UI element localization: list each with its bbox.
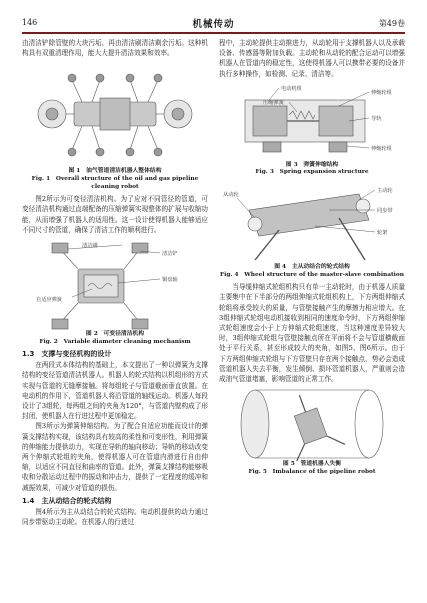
figure-1-drawing bbox=[22, 62, 208, 168]
fig3-label-lower: 伸缩轮组 bbox=[371, 145, 392, 152]
fig3-label-rail: 导轨 bbox=[371, 115, 382, 122]
fig2-label-shovel: 清洁铲 bbox=[162, 251, 178, 257]
figure-2 bbox=[22, 239, 208, 331]
fig4-label-motor: 主动轮 bbox=[377, 188, 393, 194]
figure-5-caption-zh: 图 5 管道机器人失衡 bbox=[282, 461, 342, 468]
figure-2-caption bbox=[22, 331, 208, 346]
fig3-label-guide: 伸缩轮组 bbox=[371, 89, 392, 96]
figure-2-drawing bbox=[22, 239, 208, 331]
figure-3-caption-zh: 图 3 弹簧伸缩结构 bbox=[285, 161, 339, 168]
section-1-4-heading: 1.4 主从动结合的轮式结构 bbox=[22, 496, 112, 505]
section-1-3-paragraph-1: 在两段式本体结构的基础上，本文提出了一种以弹簧为支撑结构的变径管道清洁机器人。机器人的轮式结构以机组形的方式实现与管道的无缝摩接触。将每组轮子与管道截面垂直放置。在电动机的作用下，管道机器人将沿管道的轴线运动。机器人每段设计了3组轮，每两组之间的夹角为120°，与管道内壁构成了形封闭，使机器人在行进过程中更加稳定。 bbox=[22, 361, 208, 421]
figure-3 bbox=[219, 82, 405, 162]
figure-4-drawing bbox=[219, 180, 405, 264]
figure-5-caption-en: Fig. 5 Imbalance of the pipeline robot bbox=[248, 468, 376, 475]
figure-1-caption-zh: 图 1 油气管道清洁机器人整体结构 bbox=[68, 168, 162, 175]
figure-1-caption-en: Fig. 1 Overall structure of the oil and gas pipeline cleaning robot bbox=[31, 176, 199, 190]
fig2-label-spring: 自适应弹簧 bbox=[36, 297, 62, 303]
left-top-paragraph: 由清洁铲除管壁的大块污垢，再由清洁刷清洁剩余污垢。这种机构具有双重清理作用，能大大提升清洁效果和效率。 bbox=[22, 39, 208, 58]
figure-4 bbox=[219, 180, 405, 264]
section-1-3-paragraph-2: 图3所示为弹簧伸缩结构。为了配合自适应功能而设计的弹簧支撑结构实现，该结构具有较高的柔性和可变形性，利用弹簧的伸缩能力提供动力，实现在导轨的轴向移动；导轨的移动改变两个伸缩式轮组的夹角，使得机器人可在管道内滑进行自由伸缩，以适应不同直径和曲率的管道。此外，弹簧支撑结构能够吸收和分散运动过程中的振动和冲击力，提供了一定程度的缓冲和减振效果，可减少对管道的损伤。 bbox=[22, 422, 208, 492]
figure-3-drawing bbox=[219, 82, 405, 162]
fig2-label-bracket: 铜盘轴 bbox=[162, 277, 178, 283]
figure-4-caption bbox=[219, 264, 405, 279]
volume-label: 第49卷 bbox=[378, 19, 405, 28]
figure-2-caption-en: Fig. 2 Variable diameter cleaning mechanism bbox=[39, 338, 191, 345]
section-1-4-paragraph-1: 图4所示为主从动结合的轮式结构。电动机提供的动力通过同步带驱动主动轮。在机器人的行进过 bbox=[22, 507, 208, 527]
figure-2-caption-zh: 图 2 可变径清洁机构 bbox=[85, 331, 145, 337]
figure-4-caption-en: Fig. 4 Wheel structure of the master-slave combination bbox=[220, 271, 404, 278]
page-number: 146 bbox=[22, 18, 38, 27]
journal-title: 机械传动 bbox=[192, 19, 235, 30]
figure-5-drawing bbox=[219, 387, 405, 461]
fig3-label-spring: 压缩弹簧 bbox=[263, 99, 284, 106]
fig4-label-belt: 同步带 bbox=[377, 208, 393, 214]
fig4-label-driven: 从动轮 bbox=[223, 192, 239, 198]
left-column bbox=[22, 38, 208, 527]
fig4-label-drive: 轮架 bbox=[377, 230, 388, 236]
fig2-label-brush: 清洁刷 bbox=[82, 243, 98, 249]
fig3-label-motor: 电动机组 bbox=[281, 85, 302, 92]
figure-1-caption bbox=[22, 168, 208, 191]
header-rule bbox=[22, 32, 405, 34]
figure-5 bbox=[219, 387, 405, 461]
figure-3-caption-en: Fig. 3 Spring expansion structure bbox=[255, 169, 369, 176]
left-mid-paragraph: 图2所示为可变径清洁机构。为了应对不同管径的管道，可变径清洁机构通过直端配备的压缩弹簧实现整体的扩展与收缩功能，从而增强了机器人的适用性。这一设计使得机器人能够适应不同尺寸的管道，确保了清洁工作的顺利进行。 bbox=[22, 195, 208, 234]
right-column bbox=[219, 38, 405, 476]
figure-3-caption bbox=[219, 162, 405, 177]
figure-1 bbox=[22, 62, 208, 168]
figure-5-caption bbox=[219, 461, 405, 476]
right-top-paragraph: 程中，主动轮提供主动推进力，从动轮用于支撑机器人以及承载设备、传感器等附加负载。主动轮和从动轮的配合运动可以增强机器人在管道内的稳定性，这使得机器人可以携带必要的设备并执行多种操作，如检测、记录、清洁等。 bbox=[219, 39, 405, 78]
figure-4-caption-zh: 图 4 主从动结合的轮式结构 bbox=[274, 264, 350, 270]
right-mid-paragraph: 当导缆伸缩式轮组机构只有单一主动轮时，由于机器人质量主要集中在下半部分的两组伸缩式轮组机构上，下方两组伸缩式轮组将承受较大的质量，与管壁接触产生的摩擦力相应增大。在3组伸缩式轮组电动机接收到相同的速度命令时，下方两组伸缩式轮组速度会小于上方伸缩式轮组速度，当这种速度差异较大时，3组伸缩式轮组与管壁接触点所在平面将不会与管道横截面处于平行关系，甚至形成较大的夹角，如图5、图6所示。由于下方两组伸缩式轮组与下方管壁只存在两个接触点，势必会造成管道机器人失去平衡，发生倾倒、损坏管道机器人，严重则会造成油气管道堵塞，影响管道的正常工作。 bbox=[219, 283, 405, 384]
section-1-3-heading: 1.3 支撑与变径机构的设计 bbox=[22, 350, 112, 359]
